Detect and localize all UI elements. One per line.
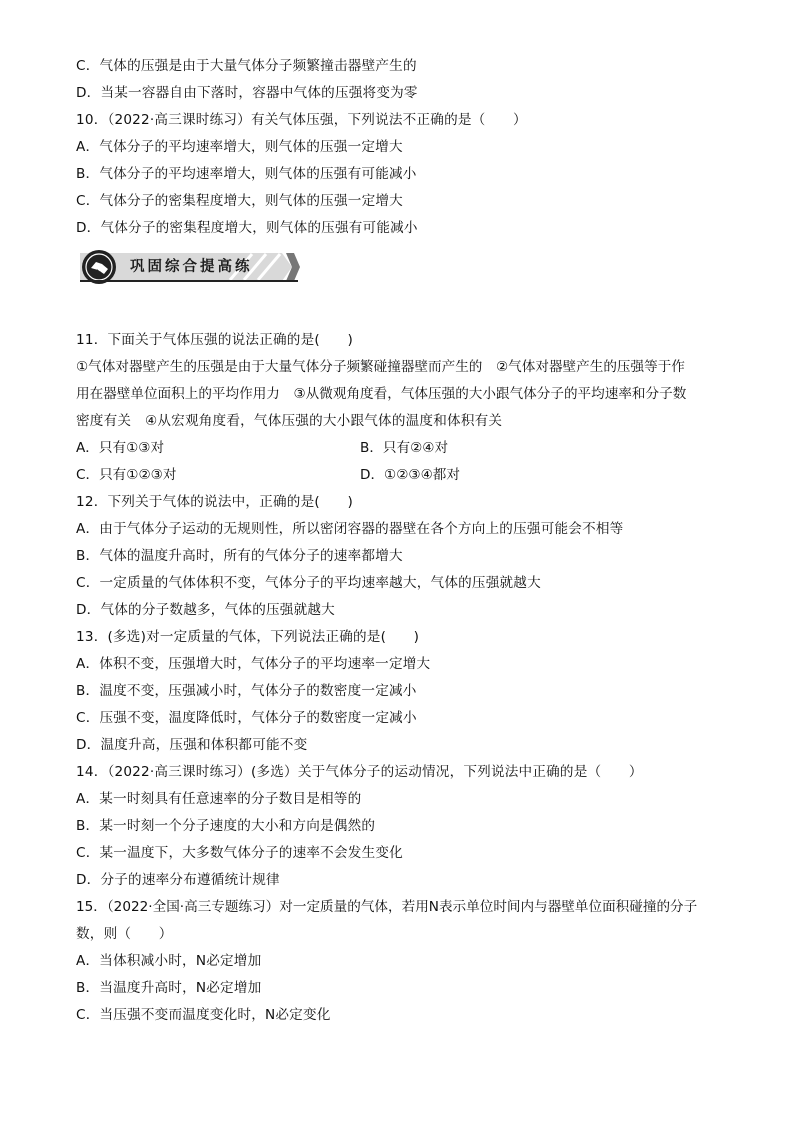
section-banner-rule	[80, 280, 298, 282]
q14-option-d: D．分子的速率分布遵循统计规律	[76, 872, 280, 888]
q15-option-b: B．当温度升高时，N必定增加	[76, 980, 262, 996]
q15-option-a: A．当体积减小时，N必定增加	[76, 953, 262, 969]
q14-option-b: B．某一时刻一个分子速度的大小和方向是偶然的	[76, 818, 376, 834]
q13-option-d: D．温度升高，压强和体积都可能不变	[76, 737, 308, 753]
q13-option-c: C．压强不变，温度降低时，气体分子的数密度一定减小	[76, 710, 417, 726]
q13-option-a: A．体积不变，压强增大时，气体分子的平均速率一定增大	[76, 656, 431, 672]
q9-option-c: C．气体的压强是由于大量气体分子频繁撞击器壁产生的	[76, 58, 417, 74]
q12-stem: 12．下列关于气体的说法中，正确的是( )	[76, 494, 353, 510]
q13-stem: 13．(多选)对一定质量的气体，下列说法正确的是( )	[76, 629, 420, 645]
q11-option-b: B．只有②④对	[360, 440, 449, 456]
q11-option-d: D．①②③④都对	[360, 467, 460, 483]
q10-option-b: B．气体分子的平均速率增大，则气体的压强有可能减小	[76, 166, 417, 182]
q13-option-b: B．温度不变，压强减小时，气体分子的数密度一定减小	[76, 683, 417, 699]
q15-stem-line-2: 数，则（ ）	[76, 926, 173, 942]
q15-stem-line-1: 15．（2022·全国·高三专题练习）对一定质量的气体，若用N表示单位时间内与器壁单位面积碰撞的分子	[76, 899, 698, 915]
q11-stem: 11．下面关于气体压强的说法正确的是( )	[76, 332, 353, 348]
q14-option-a: A．某一时刻具有任意速率的分子数目是相等的	[76, 791, 362, 807]
q10-option-a: A．气体分子的平均速率增大，则气体的压强一定增大	[76, 139, 403, 155]
q15-option-c: C．当压强不变而温度变化时，N必定变化	[76, 1007, 331, 1023]
q11-statement-line-1: ①气体对器壁产生的压强是由于大量气体分子频繁碰撞器壁而产生的 ②气体对器壁产生的压强等于作	[76, 359, 685, 375]
q11-option-c: C．只有①②③对	[76, 467, 177, 483]
q10-option-d: D．气体分子的密集程度增大，则气体的压强有可能减小	[76, 220, 418, 236]
section-banner-title: 巩固综合提高练	[130, 259, 253, 275]
q14-stem: 14．（2022·高三课时练习）(多选）关于气体分子的运动情况，下列说法中正确的是（ ）	[76, 764, 643, 780]
q10-stem: 10．（2022·高三课时练习）有关气体压强，下列说法不正确的是（ ）	[76, 112, 527, 128]
q12-option-c: C．一定质量的气体体积不变，气体分子的平均速率越大，气体的压强就越大	[76, 575, 541, 591]
q9-option-d: D．当某一容器自由下落时，容器中气体的压强将变为零	[76, 85, 418, 101]
q12-option-d: D．气体的分子数越多，气体的压强就越大	[76, 602, 335, 618]
q12-option-b: B．气体的温度升高时，所有的气体分子的速率都增大	[76, 548, 403, 564]
q11-option-a: A．只有①③对	[76, 440, 165, 456]
section-banner	[80, 248, 300, 286]
q10-option-c: C．气体分子的密集程度增大，则气体的压强一定增大	[76, 193, 403, 209]
q11-statement-line-3: 密度有关 ④从宏观角度看，气体压强的大小跟气体的温度和体积有关	[76, 413, 503, 429]
q14-option-c: C．某一温度下，大多数气体分子的速率不会发生变化	[76, 845, 403, 861]
q11-statement-line-2: 用在器壁单位面积上的平均作用力 ③从微观角度看，气体压强的大小跟气体分子的平均速率和分子数	[76, 386, 687, 402]
q12-option-a: A．由于气体分子运动的无规则性，所以密闭容器的器壁在各个方向上的压强可能会不相等	[76, 521, 624, 537]
